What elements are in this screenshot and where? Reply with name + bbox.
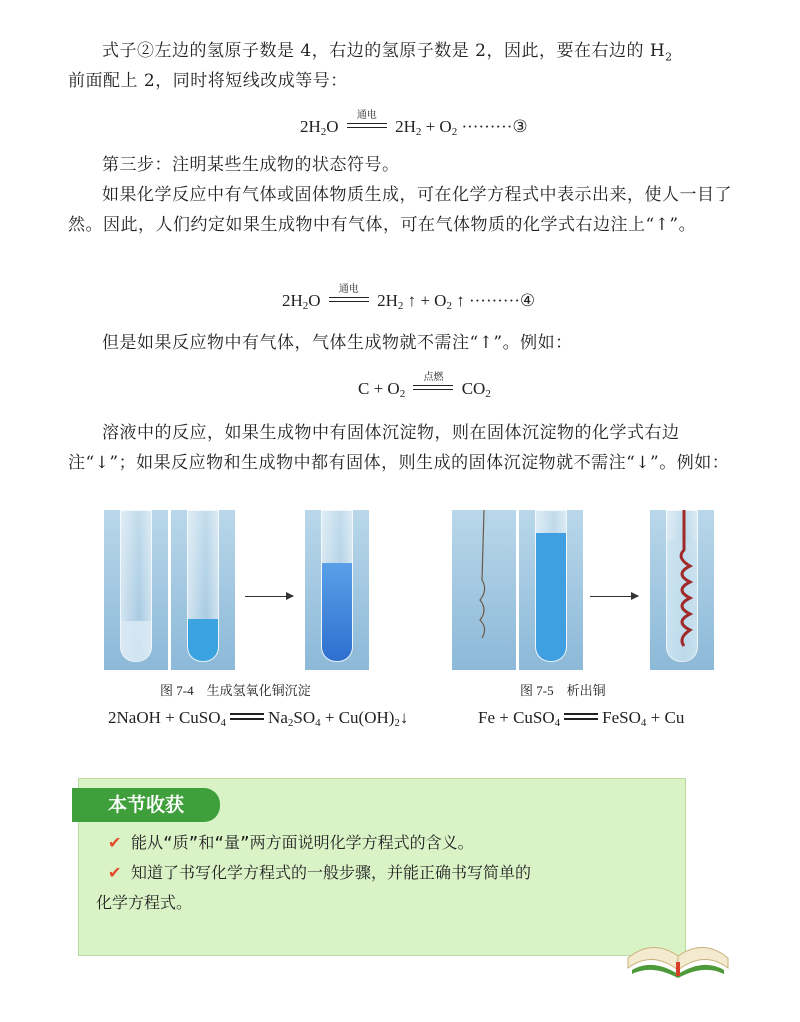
photo-cuso4-tube (171, 510, 235, 670)
equals-sign (230, 713, 264, 721)
paragraph-gas: 如果化学反应中有气体或固体物质生成，可在化学方程式中表示出来，使人一目了然。因此，人们约定如果生成物中有气体，可在气体物质的化学式右边注上“↑”。 (68, 185, 732, 235)
photo-iron-wire (452, 510, 516, 670)
step-three: 第三步：注明某些生成物的状态符号。 (102, 155, 400, 175)
open-book-icon (622, 918, 734, 980)
photo-cu-oh2-tube (305, 510, 369, 670)
paragraph-precipitate: 溶液中的反应，如果生成物中有固体沉淀物，则在固体沉淀物的化学式右边注“↓”；如果反应物和生成物中都有固体，则生成的固体沉淀物就不需注“↓”。例如： (68, 423, 730, 473)
arrow-icon (245, 596, 293, 597)
photo-naoh-tube (104, 510, 168, 670)
paragraph-text: 前面配上 2，同时将短线改成等号： (68, 71, 348, 91)
equals-sign (564, 713, 598, 721)
paragraph-gas-reactant: 但是如果反应物中有气体，气体生成物就不需注“↑”。例如： (102, 333, 573, 353)
equation-5: $C + O_2$ 点燃 $CO_2$ (358, 372, 491, 400)
summary-title: 本节收获 (72, 788, 220, 822)
reaction-condition: 通电 (327, 284, 371, 308)
check-icon: ✔ (108, 863, 122, 882)
check-icon: ✔ (108, 833, 122, 852)
photo-cuso4-tube-2 (519, 510, 583, 670)
summary-item-2: ✔ 知道了书写化学方程式的一般步骤，并能正确书写简单的 (108, 863, 532, 882)
equation-6: 2NaOH + CuSO$_4$ $Na_2SO_4$ + $Cu(OH)_2↓$ (108, 708, 409, 729)
summary-item-1: ✔ 能从“质”和“量”两方面说明化学方程式的含义。 (108, 833, 474, 852)
summary-item-2-cont: 化学方程式。 (96, 893, 193, 912)
figure-caption-7-5: 图 7-5 析出铜 (520, 683, 606, 698)
paragraph-text: 式子②左边的氢原子数是 4，右边的氢原子数是 2，因此，要在右边的 H (102, 41, 666, 61)
paragraph-balance-cont (68, 66, 733, 96)
equation-3: $2H_2O$ 通电 $2H_2 + O_2$ ·········③ (300, 110, 528, 138)
subscript: 2 (665, 50, 673, 64)
figure-caption-7-4: 图 7-4 生成氢氧化铜沉淀 (160, 683, 311, 698)
reaction-condition: 点燃 (411, 372, 455, 396)
photo-copper-deposit (650, 510, 714, 670)
arrow-icon (590, 596, 638, 597)
equation-4: $2H_2O$ 通电 $2H_2$ ↑ + $O_2$ ↑ ·········④ (282, 284, 536, 312)
equation-7: Fe + CuSO$_4$ FeSO$_4$ + Cu (478, 708, 685, 729)
reaction-condition: 通电 (345, 110, 389, 134)
